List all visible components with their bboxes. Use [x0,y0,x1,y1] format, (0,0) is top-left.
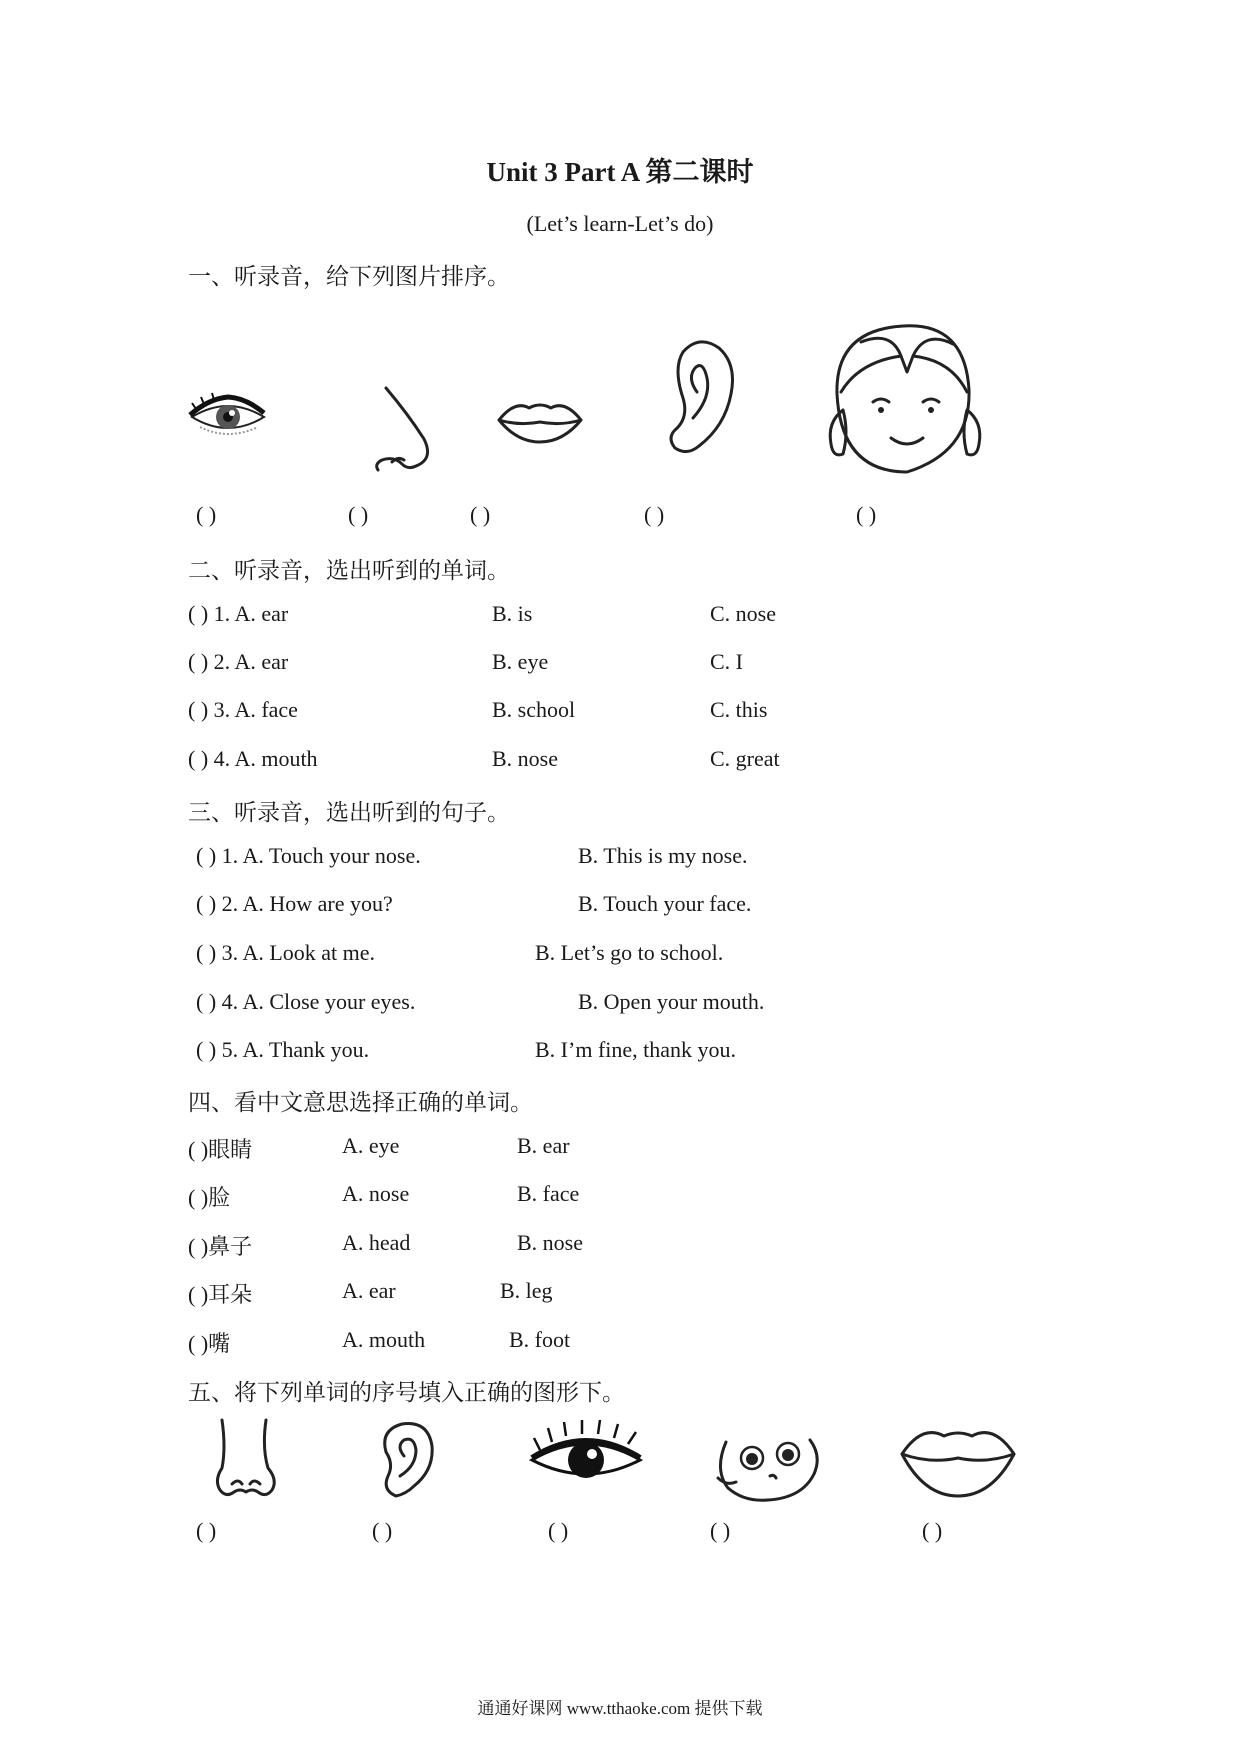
section2-item-4-c: C. great [710,746,780,771]
nose-icon [212,1418,278,1500]
section4-item-2-b: B. face [517,1181,580,1206]
section4-item-3-cn: ( )鼻子 [188,1234,253,1259]
section1-answer-blank[interactable]: ( ) [196,502,217,527]
section2-item-2-b: B. eye [492,649,549,674]
section5-answer-blank[interactable]: ( ) [196,1518,217,1543]
section3-item-5-a: ( ) 5. A. Thank you. [196,1037,370,1062]
section4-item-1-cn: ( )眼睛 [188,1137,253,1162]
section3-item-4-a: ( ) 4. A. Close your eyes. [196,989,416,1014]
section4-item-1-a: A. eye [342,1133,400,1158]
section1-answer-blank[interactable]: ( ) [856,502,877,527]
section3-item-2-a: ( ) 2. A. How are you? [196,891,393,916]
section4-item-4-a: A. ear [342,1278,396,1303]
section5-answer-blank[interactable]: ( ) [922,1518,943,1543]
section5-answer-blank[interactable]: ( ) [710,1518,731,1543]
section1-heading: 一、听录音，给下列图片排序。 [188,264,510,289]
section3-item-2-b: B. Touch your face. [578,891,752,916]
section4-item-4-b: B. leg [500,1278,553,1303]
section1-answer-blank[interactable]: ( ) [644,502,665,527]
section4-item-5-a: A. mouth [342,1327,426,1352]
section4-item-1-b: B. ear [517,1133,570,1158]
section4-item-3-b: B. nose [517,1230,583,1255]
section2-item-1-c: C. nose [710,601,776,626]
section4-item-2-cn: ( )脸 [188,1185,231,1210]
eye-icon [188,395,268,445]
section2-heading: 二、听录音，选出听到的单词。 [188,558,510,583]
girl-face-icon [825,322,985,482]
section5-answer-blank[interactable]: ( ) [372,1518,393,1543]
section1-answer-blank[interactable]: ( ) [470,502,491,527]
mouth-icon [497,398,583,444]
section3-item-4-b: B. Open your mouth. [578,989,765,1014]
face-icon [706,1422,826,1504]
section4-item-4-cn: ( )耳朵 [188,1282,253,1307]
section4-item-5-b: B. foot [509,1327,571,1352]
section5-heading: 五、将下列单词的序号填入正确的图形下。 [188,1380,625,1405]
ear-icon [378,1420,438,1500]
section2-item-1-b: B. is [492,601,533,626]
section3-item-3-b: B. Let’s go to school. [535,940,724,965]
section2-item-4-a: ( ) 4. A. mouth [188,746,318,771]
section5-answer-blank[interactable]: ( ) [548,1518,569,1543]
section3-item-5-b: B. I’m fine, thank you. [535,1037,737,1062]
section2-item-3-a: ( ) 3. A. face [188,697,298,722]
section2-item-4-b: B. nose [492,746,558,771]
lips-icon [898,1424,1018,1498]
section4-item-2-a: A. nose [342,1181,410,1206]
section3-item-1-b: B. This is my nose. [578,843,748,868]
section3-heading: 三、听录音，选出听到的句子。 [188,800,510,825]
section2-item-3-c: C. this [710,697,768,722]
ear-icon [665,338,737,458]
section2-item-2-a: ( ) 2. A. ear [188,649,289,674]
eye-icon [526,1420,646,1490]
section4-item-5-cn: ( )嘴 [188,1331,231,1356]
section2-item-1-a: ( ) 1. A. ear [188,601,289,626]
footer-text: 通通好课网 www.tthaoke.com 提供下载 [477,1699,763,1718]
section4-item-3-a: A. head [342,1230,411,1255]
section4-heading: 四、看中文意思选择正确的单词。 [188,1090,533,1115]
section3-item-3-a: ( ) 3. A. Look at me. [196,940,376,965]
section2-item-2-c: C. I [710,649,743,674]
nose-icon [372,384,434,474]
section1-answer-blank[interactable]: ( ) [348,502,369,527]
section2-item-3-b: B. school [492,697,576,722]
section3-item-1-a: ( ) 1. A. Touch your nose. [196,843,421,868]
page-subtitle: (Let’s learn-Let’s do) [526,211,714,236]
page-title: Unit 3 Part A 第二课时 [486,157,754,187]
